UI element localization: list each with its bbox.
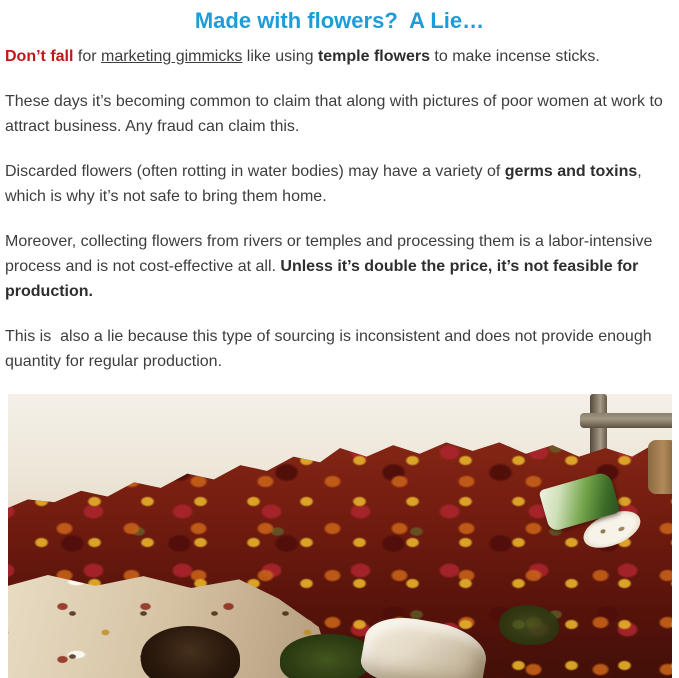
discarded-flowers-photo <box>8 394 672 678</box>
foliage-patch-left <box>280 634 373 678</box>
paragraph-5-text: This is also a lie because this type of sourcing is inconsistent and does not provide enough quantity for regular production. <box>5 328 652 370</box>
paragraph-3-text-b: , which is why it’s not safe to bring them home. <box>5 163 642 205</box>
paragraph-2 <box>5 89 674 139</box>
paragraph-4-text-a: Moreover, collecting flowers from rivers or temples and processing them is a labor-intensive process and is not cost-effective at all. <box>5 233 653 275</box>
warning-dont-fall: Don’t fall <box>5 48 74 65</box>
paragraph-1-text-a: for <box>73 48 101 65</box>
foliage-patch-right <box>499 605 559 645</box>
wooden-post <box>648 440 672 494</box>
bold-unless-double-price: Unless it’s double the price, it’s not feasible for production. <box>5 258 639 300</box>
underlined-marketing-gimmicks: marketing gimmicks <box>101 48 243 65</box>
paragraph-2-text: These days it’s becoming common to claim that along with pictures of poor women at work to attract business. Any fraud can claim this. <box>5 93 663 135</box>
metal-pipe-horizontal <box>580 413 672 427</box>
paragraph-3 <box>5 159 674 209</box>
paragraph-5 <box>5 324 674 374</box>
paragraph-1-text-b: like using <box>242 48 318 65</box>
page-title: Made with flowers? A Lie… <box>194 8 485 33</box>
paragraph-1-text-c: to make incense sticks. <box>429 48 600 65</box>
bold-germs-and-toxins: germs and toxins <box>504 163 638 180</box>
paragraph-3-text-a: Discarded flowers (often rotting in water bodies) may have a variety of <box>5 163 505 180</box>
bold-temple-flowers: temple flowers <box>317 48 430 65</box>
paragraph-1 <box>5 44 674 69</box>
paragraph-4 <box>5 229 674 304</box>
